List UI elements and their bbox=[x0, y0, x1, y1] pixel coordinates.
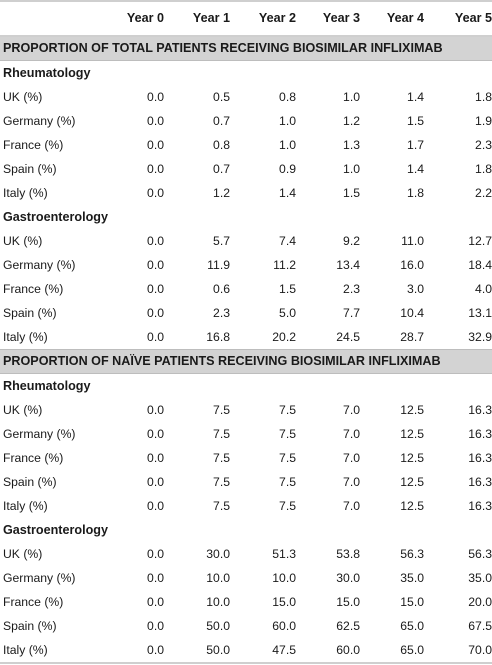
value-cell-year-1: 50.0 bbox=[164, 638, 230, 663]
table-row bbox=[0, 277, 492, 301]
value-cell-year-5: 13.1 bbox=[468, 306, 492, 320]
value-cell-year-5: 70.0 bbox=[424, 638, 492, 663]
value-cell-year-3: 2.3 bbox=[343, 282, 360, 296]
header-row bbox=[0, 1, 492, 36]
value-cell-year-2: 1.0 bbox=[279, 114, 296, 128]
value-cell-year-2: 47.5 bbox=[230, 638, 296, 663]
row-label: UK (%) bbox=[3, 403, 43, 417]
section-header-row bbox=[0, 36, 492, 61]
value-cell-year-0: 0.0 bbox=[147, 451, 164, 465]
value-cell-year-4: 12.5 bbox=[400, 475, 424, 489]
row-label: UK (%) bbox=[3, 90, 43, 104]
value-cell-year-5: 16.3 bbox=[468, 451, 492, 465]
value-cell-year-0: 0.0 bbox=[147, 234, 164, 248]
group-header-row bbox=[0, 61, 492, 86]
value-cell-year-5: 56.3 bbox=[468, 547, 492, 561]
value-cell-year-4: 3.0 bbox=[407, 282, 424, 296]
value-cell-year-4: 65.0 bbox=[360, 638, 424, 663]
value-cell-year-5: 1.9 bbox=[475, 114, 492, 128]
value-cell-year-4: 12.5 bbox=[400, 451, 424, 465]
value-cell-year-4: 11.0 bbox=[401, 234, 424, 248]
row-label: Spain (%) bbox=[3, 162, 57, 176]
row-label: Italy (%) bbox=[3, 186, 48, 200]
value-cell-year-1: 0.7 bbox=[213, 162, 230, 176]
value-cell-year-1: 10.0 bbox=[206, 571, 230, 585]
row-label: Germany (%) bbox=[3, 427, 76, 441]
value-cell-year-1: 7.5 bbox=[213, 403, 230, 417]
value-cell-year-1: 30.0 bbox=[206, 547, 230, 561]
value-cell-year-2: 1.4 bbox=[279, 186, 296, 200]
value-cell-year-1: 7.5 bbox=[213, 451, 230, 465]
value-cell-year-3: 24.5 bbox=[336, 330, 360, 344]
value-cell-year-2: 7.4 bbox=[279, 234, 296, 248]
row-label: France (%) bbox=[3, 138, 64, 152]
table-row bbox=[0, 494, 492, 518]
value-cell-year-3: 7.0 bbox=[343, 499, 360, 513]
value-cell-year-4: 12.5 bbox=[400, 427, 424, 441]
table-row bbox=[0, 325, 492, 350]
group-title: Rheumatology bbox=[3, 379, 91, 393]
header-year-5: Year 5 bbox=[424, 1, 492, 36]
value-cell-year-0: 0.0 bbox=[147, 186, 164, 200]
value-cell-year-1: 7.5 bbox=[213, 475, 230, 489]
header-year-4: Year 4 bbox=[360, 1, 424, 36]
header-year-3: Year 3 bbox=[296, 1, 360, 36]
value-cell-year-0: 0.0 bbox=[147, 138, 164, 152]
group-title: Rheumatology bbox=[3, 66, 91, 80]
value-cell-year-4: 28.7 bbox=[400, 330, 424, 344]
table-row bbox=[0, 301, 492, 325]
row-label: Spain (%) bbox=[3, 619, 57, 633]
value-cell-year-4: 1.4 bbox=[407, 162, 424, 176]
group-title: Gastroenterology bbox=[3, 523, 108, 537]
value-cell-year-0: 0.0 bbox=[147, 330, 164, 344]
value-cell-year-5: 4.0 bbox=[475, 282, 492, 296]
group-header-row bbox=[0, 205, 492, 229]
value-cell-year-5: 2.3 bbox=[475, 138, 492, 152]
group-header-row bbox=[0, 374, 492, 399]
value-cell-year-4: 12.5 bbox=[400, 499, 424, 513]
value-cell-year-1: 1.2 bbox=[213, 186, 230, 200]
section-title: PROPORTION OF TOTAL PATIENTS RECEIVING BIOSIMILAR INFLIXIMAB bbox=[0, 36, 492, 61]
row-label: Germany (%) bbox=[3, 258, 76, 272]
value-cell-year-1: 7.5 bbox=[213, 499, 230, 513]
header-year-2: Year 2 bbox=[230, 1, 296, 36]
value-cell-year-0: 0.0 bbox=[147, 499, 164, 513]
value-cell-year-3: 9.2 bbox=[343, 234, 360, 248]
value-cell-year-1: 11.9 bbox=[207, 258, 230, 272]
value-cell-year-3: 1.2 bbox=[343, 114, 360, 128]
value-cell-year-4: 1.7 bbox=[407, 138, 424, 152]
table-row bbox=[0, 614, 492, 638]
value-cell-year-1: 50.0 bbox=[206, 619, 230, 633]
row-label: Italy (%) bbox=[0, 638, 108, 663]
value-cell-year-3: 7.0 bbox=[343, 403, 360, 417]
value-cell-year-4: 1.8 bbox=[407, 186, 424, 200]
value-cell-year-1: 5.7 bbox=[213, 234, 230, 248]
table-row bbox=[0, 638, 492, 663]
value-cell-year-0: 0.0 bbox=[147, 619, 164, 633]
value-cell-year-5: 16.3 bbox=[468, 499, 492, 513]
section-header-row bbox=[0, 350, 492, 374]
table-row bbox=[0, 253, 492, 277]
value-cell-year-2: 5.0 bbox=[279, 306, 296, 320]
value-cell-year-2: 0.8 bbox=[279, 90, 296, 104]
value-cell-year-3: 7.0 bbox=[343, 451, 360, 465]
value-cell-year-5: 20.0 bbox=[468, 595, 492, 609]
value-cell-year-3: 7.0 bbox=[343, 427, 360, 441]
table-row bbox=[0, 229, 492, 253]
value-cell-year-3: 30.0 bbox=[336, 571, 360, 585]
value-cell-year-2: 7.5 bbox=[279, 403, 296, 417]
value-cell-year-4: 1.5 bbox=[407, 114, 424, 128]
value-cell-year-2: 7.5 bbox=[279, 427, 296, 441]
row-label: France (%) bbox=[3, 451, 64, 465]
group-header-row bbox=[0, 518, 492, 542]
header-year-0: Year 0 bbox=[108, 1, 164, 36]
table-row bbox=[0, 566, 492, 590]
value-cell-year-3: 7.7 bbox=[343, 306, 360, 320]
value-cell-year-5: 18.4 bbox=[468, 258, 492, 272]
table-row bbox=[0, 157, 492, 181]
value-cell-year-4: 65.0 bbox=[400, 619, 424, 633]
group-title: Gastroenterology bbox=[3, 210, 108, 224]
value-cell-year-0: 0.0 bbox=[147, 403, 164, 417]
value-cell-year-3: 7.0 bbox=[343, 475, 360, 489]
value-cell-year-1: 0.6 bbox=[213, 282, 230, 296]
value-cell-year-5: 16.3 bbox=[468, 475, 492, 489]
row-label: Spain (%) bbox=[3, 475, 57, 489]
value-cell-year-0: 0.0 bbox=[147, 114, 164, 128]
value-cell-year-2: 1.5 bbox=[279, 282, 296, 296]
table-row bbox=[0, 85, 492, 109]
value-cell-year-2: 51.3 bbox=[272, 547, 296, 561]
value-cell-year-5: 16.3 bbox=[468, 427, 492, 441]
value-cell-year-3: 53.8 bbox=[336, 547, 360, 561]
value-cell-year-0: 0.0 bbox=[147, 306, 164, 320]
value-cell-year-1: 0.7 bbox=[213, 114, 230, 128]
value-cell-year-4: 10.4 bbox=[400, 306, 424, 320]
value-cell-year-5: 1.8 bbox=[475, 162, 492, 176]
table-row bbox=[0, 181, 492, 205]
value-cell-year-2: 60.0 bbox=[272, 619, 296, 633]
row-label: France (%) bbox=[3, 282, 64, 296]
value-cell-year-2: 7.5 bbox=[279, 451, 296, 465]
table-row bbox=[0, 542, 492, 566]
row-label: Germany (%) bbox=[3, 571, 76, 585]
value-cell-year-1: 7.5 bbox=[213, 427, 230, 441]
row-label: UK (%) bbox=[3, 234, 43, 248]
value-cell-year-3: 1.0 bbox=[343, 90, 360, 104]
value-cell-year-2: 11.2 bbox=[273, 258, 296, 272]
value-cell-year-3: 60.0 bbox=[296, 638, 360, 663]
value-cell-year-4: 56.3 bbox=[400, 547, 424, 561]
table-body bbox=[0, 36, 492, 663]
value-cell-year-2: 20.2 bbox=[272, 330, 296, 344]
value-cell-year-5: 2.2 bbox=[475, 186, 492, 200]
value-cell-year-5: 67.5 bbox=[468, 619, 492, 633]
value-cell-year-0: 0.0 bbox=[108, 638, 164, 663]
section-title: PROPORTION OF NAÏVE PATIENTS RECEIVING BIOSIMILAR INFLIXIMAB bbox=[0, 350, 492, 374]
value-cell-year-3: 13.4 bbox=[336, 258, 360, 272]
value-cell-year-1: 10.0 bbox=[206, 595, 230, 609]
value-cell-year-2: 7.5 bbox=[279, 475, 296, 489]
row-label: Italy (%) bbox=[3, 499, 48, 513]
value-cell-year-3: 62.5 bbox=[336, 619, 360, 633]
value-cell-year-0: 0.0 bbox=[147, 571, 164, 585]
value-cell-year-2: 10.0 bbox=[272, 571, 296, 585]
value-cell-year-4: 16.0 bbox=[400, 258, 424, 272]
table-row bbox=[0, 109, 492, 133]
value-cell-year-1: 2.3 bbox=[213, 306, 230, 320]
value-cell-year-2: 0.9 bbox=[279, 162, 296, 176]
value-cell-year-0: 0.0 bbox=[147, 258, 164, 272]
value-cell-year-0: 0.0 bbox=[147, 282, 164, 296]
value-cell-year-2: 1.0 bbox=[279, 138, 296, 152]
value-cell-year-3: 15.0 bbox=[336, 595, 360, 609]
value-cell-year-3: 1.0 bbox=[343, 162, 360, 176]
row-label: UK (%) bbox=[3, 547, 43, 561]
value-cell-year-0: 0.0 bbox=[147, 547, 164, 561]
row-label: Italy (%) bbox=[3, 330, 48, 344]
value-cell-year-0: 0.0 bbox=[147, 595, 164, 609]
value-cell-year-5: 12.7 bbox=[468, 234, 492, 248]
header-year-1: Year 1 bbox=[164, 1, 230, 36]
table-row bbox=[0, 422, 492, 446]
value-cell-year-4: 35.0 bbox=[400, 571, 424, 585]
value-cell-year-1: 0.5 bbox=[213, 90, 230, 104]
table-row bbox=[0, 446, 492, 470]
value-cell-year-1: 0.8 bbox=[213, 138, 230, 152]
table-row bbox=[0, 470, 492, 494]
value-cell-year-5: 32.9 bbox=[468, 330, 492, 344]
value-cell-year-5: 1.8 bbox=[475, 90, 492, 104]
value-cell-year-3: 1.3 bbox=[343, 138, 360, 152]
value-cell-year-2: 7.5 bbox=[279, 499, 296, 513]
value-cell-year-2: 15.0 bbox=[272, 595, 296, 609]
value-cell-year-5: 35.0 bbox=[468, 571, 492, 585]
row-label: Spain (%) bbox=[3, 306, 57, 320]
row-label: France (%) bbox=[3, 595, 64, 609]
header-label bbox=[0, 1, 108, 36]
value-cell-year-1: 16.8 bbox=[206, 330, 230, 344]
value-cell-year-4: 12.5 bbox=[400, 403, 424, 417]
value-cell-year-4: 1.4 bbox=[407, 90, 424, 104]
row-label: Germany (%) bbox=[3, 114, 76, 128]
value-cell-year-5: 16.3 bbox=[468, 403, 492, 417]
table-row bbox=[0, 590, 492, 614]
table-row bbox=[0, 133, 492, 157]
value-cell-year-3: 1.5 bbox=[343, 186, 360, 200]
value-cell-year-0: 0.0 bbox=[147, 90, 164, 104]
value-cell-year-0: 0.0 bbox=[147, 162, 164, 176]
value-cell-year-0: 0.0 bbox=[147, 427, 164, 441]
table-row bbox=[0, 398, 492, 422]
value-cell-year-0: 0.0 bbox=[147, 475, 164, 489]
value-cell-year-4: 15.0 bbox=[400, 595, 424, 609]
